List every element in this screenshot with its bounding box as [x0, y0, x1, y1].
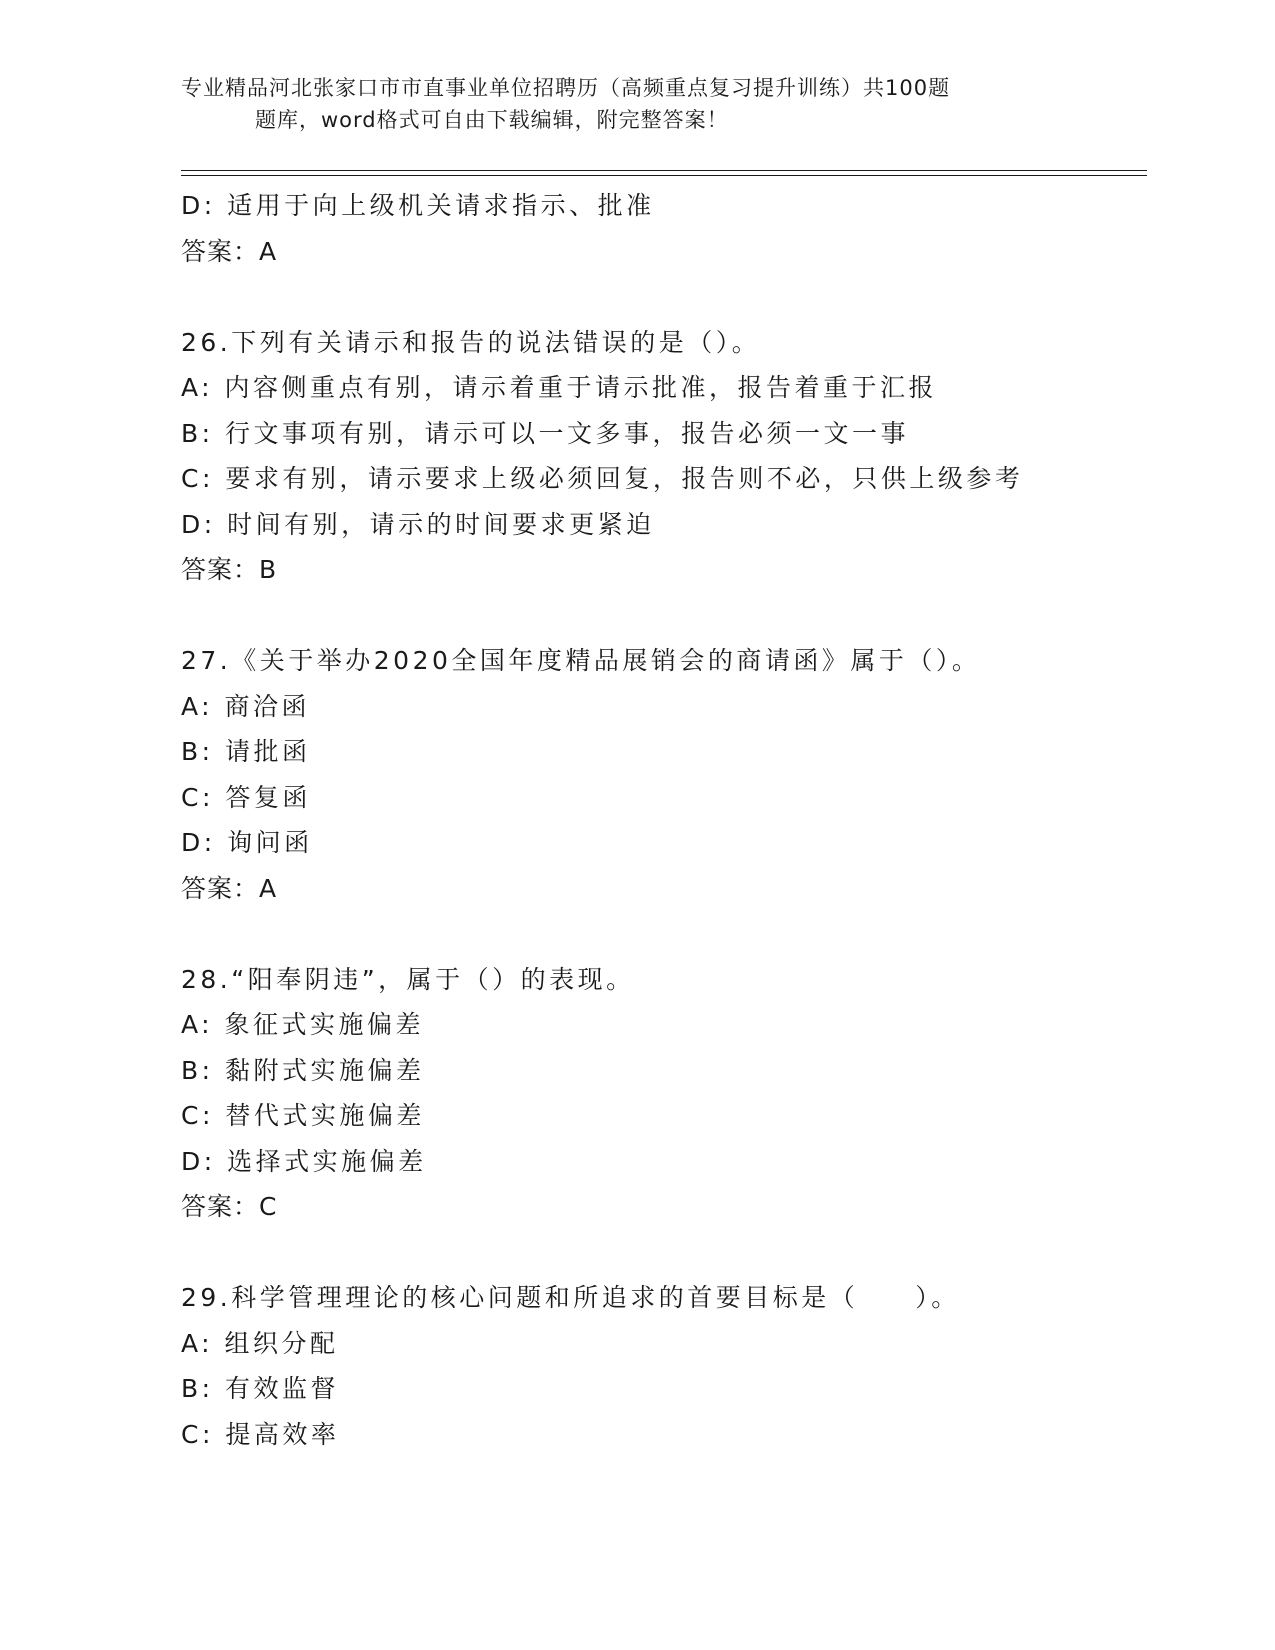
option-c: C: 提高效率 — [181, 1419, 340, 1449]
question-28 — [181, 957, 1141, 1230]
answer: 答案：A — [181, 236, 278, 266]
question-29 — [181, 1275, 1141, 1457]
option-c: C: 要求有别，请示要求上级必须回复，报告则不必，只供上级参考 — [181, 464, 1024, 493]
spacer — [181, 911, 1141, 957]
answer: 答案：A — [181, 873, 278, 903]
option-a: A: 商洽函 — [181, 691, 311, 721]
question-list — [181, 183, 1141, 1457]
question-27 — [181, 638, 1141, 911]
option-c: C: 答复函 — [181, 782, 311, 812]
option-a: A: 内容侧重点有别，请示着重于请示批准，报告着重于汇报 — [181, 373, 938, 402]
option-d: D: 适用于向上级机关请求指示、批准 — [181, 191, 655, 220]
header-title-line2: 题库，word格式可自由下载编辑，附完整答案！ — [255, 108, 729, 132]
spacer — [181, 274, 1141, 320]
option-b: B: 请批函 — [181, 737, 311, 766]
option-b: B: 黏附式实施偏差 — [181, 1055, 425, 1085]
option-a: A: 象征式实施偏差 — [181, 1010, 425, 1039]
question-stem: 29.科学管理理论的核心问题和所追求的首要目标是（ ）。 — [181, 1283, 960, 1312]
answer: 答案：B — [181, 555, 278, 584]
option-c: C: 替代式实施偏差 — [181, 1101, 425, 1130]
answer: 答案：C — [181, 1192, 278, 1221]
document-header — [181, 72, 1041, 136]
option-b: B: 行文事项有别，请示可以一文多事，报告必须一文一事 — [181, 418, 910, 448]
option-a: A: 组织分配 — [181, 1328, 339, 1358]
header-rule-top — [181, 170, 1147, 171]
question-stem: 26.下列有关请示和报告的说法错误的是（）。 — [181, 327, 761, 357]
option-b: B: 有效监督 — [181, 1374, 340, 1403]
question-26 — [181, 320, 1141, 593]
question-stem: 27.《关于举办2020全国年度精品展销会的商请函》属于（）。 — [181, 646, 981, 675]
header-title-line1: 专业精品河北张家口市市直事业单位招聘历（高频重点复习提升训练）共100题 — [181, 76, 951, 100]
header-rule-bottom — [181, 175, 1147, 176]
spacer — [181, 593, 1141, 639]
spacer — [181, 1230, 1141, 1276]
option-d: D: 选择式实施偏差 — [181, 1146, 427, 1176]
question-stem: 28.“阳奉阴违”，属于（）的表现。 — [181, 964, 635, 994]
option-d: D: 询问函 — [181, 828, 313, 857]
option-d: D: 时间有别，请示的时间要求更紧迫 — [181, 509, 655, 539]
